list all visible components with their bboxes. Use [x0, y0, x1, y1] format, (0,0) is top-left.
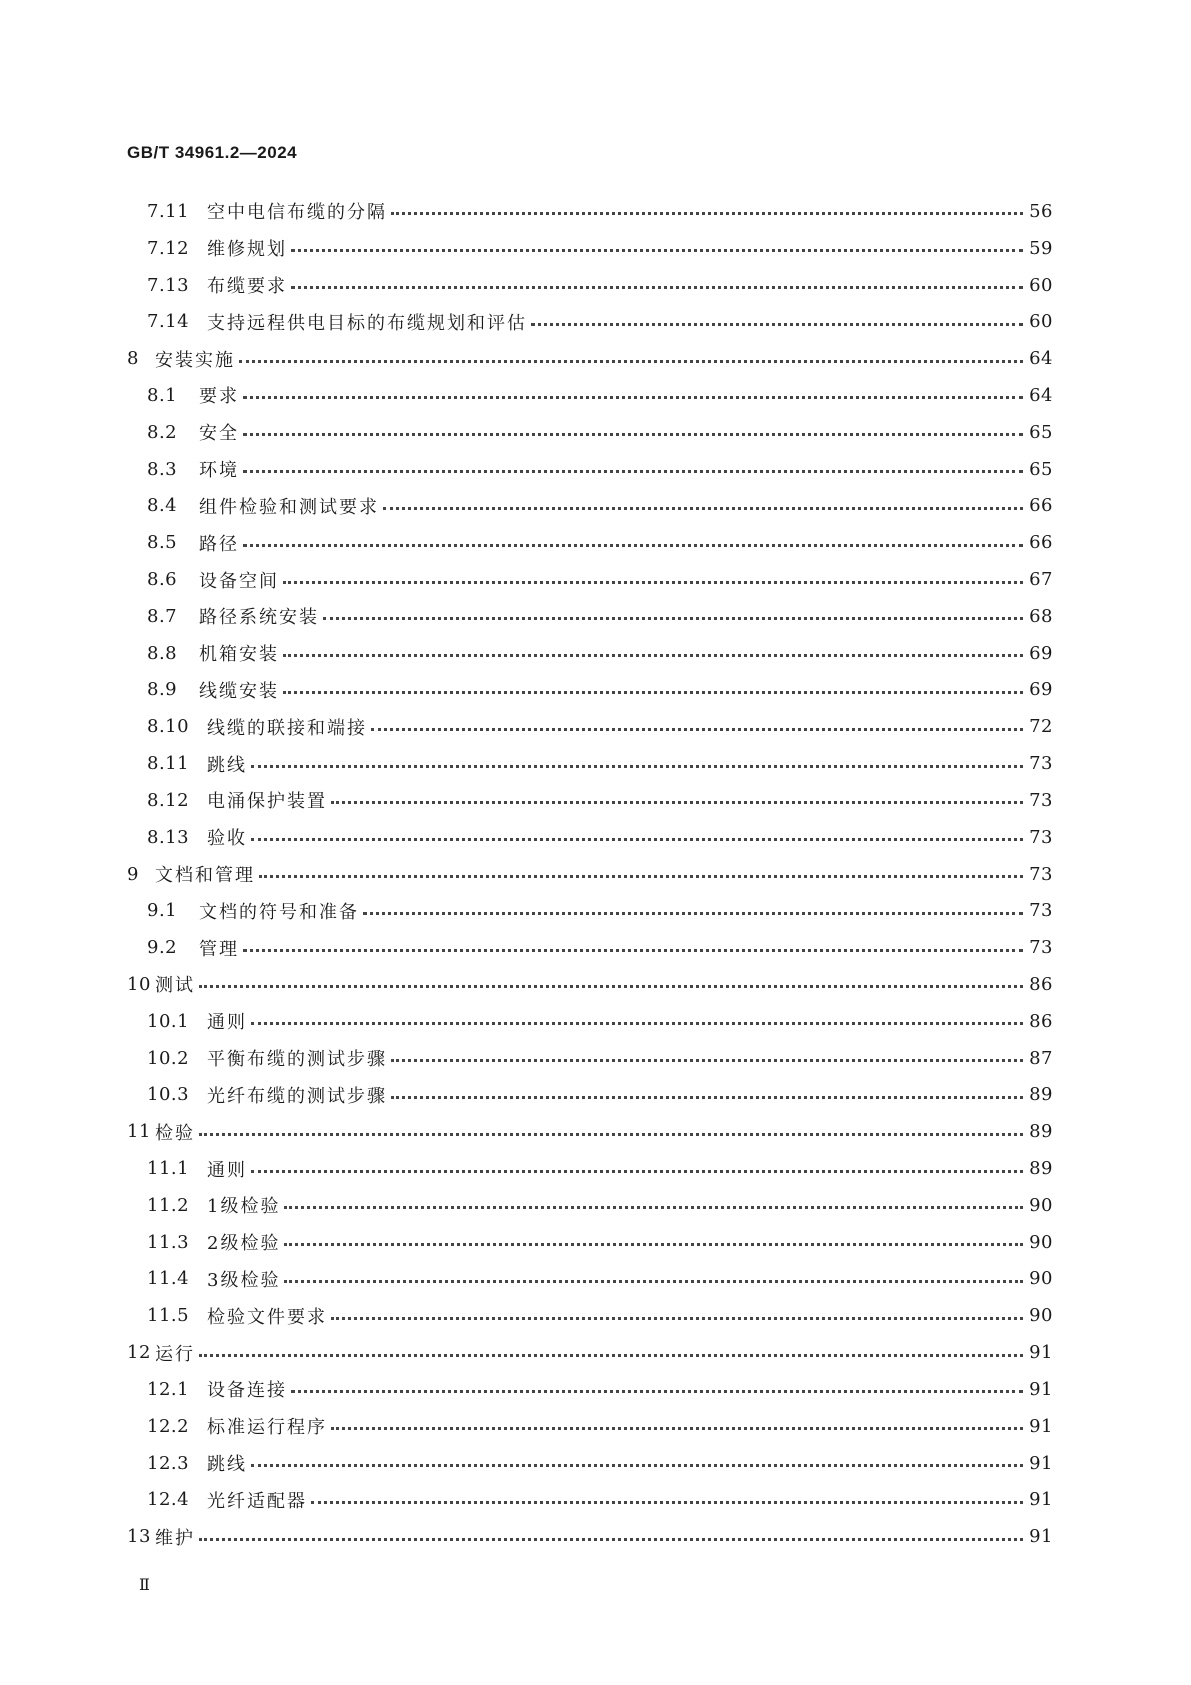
toc-entry-number: 8.5	[147, 532, 178, 554]
toc-entry-number: 8.13	[147, 826, 190, 848]
toc-entry[interactable]	[127, 1224, 1053, 1261]
toc-entry-number: 8.11	[147, 753, 190, 775]
toc-dot-leader	[284, 1242, 1023, 1246]
toc-entry-page: 73	[1029, 863, 1053, 885]
toc-entry-title: 文档和管理	[155, 865, 255, 887]
toc-entry-title: 验收	[207, 828, 247, 850]
toc-entry[interactable]	[127, 819, 1053, 856]
toc-entry-number: 10.2	[147, 1047, 190, 1069]
toc-dot-leader	[283, 580, 1023, 584]
toc-entry-number: 7.12	[147, 237, 190, 259]
toc-dot-leader	[251, 764, 1023, 768]
toc-entry-title: 光纤适配器	[207, 1490, 307, 1512]
toc-entry-title: 跳线	[207, 754, 247, 776]
toc-entry-title: 2级检验	[207, 1233, 281, 1255]
toc-entry[interactable]	[127, 856, 1053, 893]
toc-entry[interactable]	[127, 1040, 1053, 1077]
toc-entry-number: 11.1	[147, 1158, 190, 1180]
toc-dot-leader	[251, 1021, 1023, 1025]
toc-entry-title: 光纤布缆的测试步骤	[207, 1085, 387, 1107]
toc-entry-title: 线缆的联接和端接	[207, 717, 367, 739]
toc-entry-page: 60	[1029, 274, 1053, 296]
toc-dot-leader	[251, 1169, 1023, 1173]
toc-entry-title: 路径系统安装	[199, 607, 319, 629]
toc-entry-number: 12.4	[147, 1489, 190, 1511]
toc-entry-page: 68	[1029, 605, 1053, 627]
toc-entry-number: 10.3	[147, 1084, 190, 1106]
toc-dot-leader	[284, 1279, 1023, 1283]
toc-entry-number: 11.3	[147, 1231, 190, 1253]
toc-dot-leader	[291, 285, 1023, 289]
toc-entry-page: 60	[1029, 311, 1053, 333]
toc-dot-leader	[243, 395, 1023, 399]
toc-entry-title: 机箱安装	[199, 644, 279, 666]
toc-entry-title: 安装实施	[155, 349, 235, 371]
toc-dot-leader	[323, 616, 1023, 620]
toc-entry-title: 支持远程供电目标的布缆规划和评估	[207, 312, 527, 334]
toc-dot-leader	[391, 211, 1023, 215]
toc-entry-number: 13	[127, 1526, 151, 1548]
toc-entry[interactable]	[127, 230, 1053, 267]
toc-entry-title: 电涌保护装置	[207, 791, 327, 813]
toc-entry-page: 73	[1029, 753, 1053, 775]
toc-dot-leader	[239, 359, 1023, 363]
toc-entry-title: 检验文件要求	[207, 1306, 327, 1328]
toc-entry-page: 91	[1029, 1526, 1053, 1548]
toc-entry-number: 7.14	[147, 311, 190, 333]
toc-dot-leader	[243, 432, 1023, 436]
toc-entry-number: 8.9	[147, 679, 178, 701]
toc-entry-page: 64	[1029, 348, 1053, 370]
toc-entry-page: 73	[1029, 826, 1053, 848]
toc-entry-page: 86	[1029, 973, 1053, 995]
toc-entry[interactable]	[127, 1481, 1053, 1518]
toc-dot-leader	[251, 837, 1023, 841]
toc-entry-title: 平衡布缆的测试步骤	[207, 1049, 387, 1071]
toc-entry-page: 89	[1029, 1158, 1053, 1180]
toc-entry-number: 7.11	[147, 200, 190, 222]
toc-entry-page: 90	[1029, 1305, 1053, 1327]
toc-entry-title: 线缆安装	[199, 680, 279, 702]
toc-entry[interactable]	[127, 303, 1053, 340]
toc-dot-leader	[243, 543, 1023, 547]
toc-entry-number: 8.3	[147, 458, 178, 480]
toc-entry[interactable]	[127, 1518, 1053, 1555]
toc-entry-page: 56	[1029, 200, 1053, 222]
toc-entry-number: 8.7	[147, 605, 178, 627]
toc-dot-leader	[283, 653, 1023, 657]
toc-entry-page: 89	[1029, 1084, 1053, 1106]
toc-dot-leader	[199, 984, 1023, 988]
toc-dot-leader	[199, 1353, 1023, 1357]
toc-entry-title: 通则	[207, 1159, 247, 1181]
toc-dot-leader	[243, 948, 1023, 952]
toc-entry-page: 87	[1029, 1047, 1053, 1069]
toc-entry[interactable]	[127, 598, 1053, 635]
toc-dot-leader	[371, 727, 1023, 731]
toc-entry[interactable]	[127, 340, 1053, 377]
toc-entry-page: 91	[1029, 1342, 1053, 1364]
toc-dot-leader	[291, 248, 1023, 252]
toc-entry[interactable]	[127, 1371, 1053, 1408]
toc-entry[interactable]	[127, 672, 1053, 709]
toc-entry-number: 8.4	[147, 495, 178, 517]
toc-entry[interactable]	[127, 1445, 1053, 1482]
toc-dot-leader	[391, 1095, 1023, 1099]
toc-entry-page: 59	[1029, 237, 1053, 259]
toc-entry-number: 12.1	[147, 1378, 190, 1400]
toc-entry-title: 管理	[199, 938, 239, 960]
toc-entry-page: 72	[1029, 716, 1053, 738]
toc-entry-page: 67	[1029, 569, 1053, 591]
toc-entry-number: 12.3	[147, 1452, 190, 1474]
toc-entry[interactable]	[127, 267, 1053, 304]
toc-entry-title: 空中电信布缆的分隔	[207, 202, 387, 224]
toc-entry-title: 3级检验	[207, 1269, 281, 1291]
toc-entry-number: 12.2	[147, 1415, 190, 1437]
toc-dot-leader	[531, 322, 1023, 326]
toc-entry[interactable]	[127, 1077, 1053, 1114]
toc-entry[interactable]	[127, 1187, 1053, 1224]
toc-dot-leader	[291, 1389, 1023, 1393]
toc-entry-page: 90	[1029, 1194, 1053, 1216]
toc-entry[interactable]	[127, 635, 1053, 672]
toc-dot-leader	[311, 1500, 1023, 1504]
toc-entry-number: 12	[127, 1342, 151, 1364]
toc-entry-title: 维修规划	[207, 239, 287, 261]
toc-entry-number: 11.5	[147, 1305, 190, 1327]
toc-entry-title: 运行	[155, 1343, 195, 1365]
toc-entry-number: 11.2	[147, 1194, 190, 1216]
toc-entry-page: 65	[1029, 421, 1053, 443]
toc-entry-title: 路径	[199, 533, 239, 555]
toc-entry-page: 91	[1029, 1378, 1053, 1400]
toc-entry-title: 跳线	[207, 1454, 247, 1476]
toc-entry-number: 8.10	[147, 716, 190, 738]
toc-entry[interactable]	[127, 1261, 1053, 1298]
toc-entry-number: 11	[127, 1121, 151, 1143]
toc-entry[interactable]	[127, 451, 1053, 488]
toc-entry[interactable]	[127, 892, 1053, 929]
toc-entry-title: 文档的符号和准备	[199, 901, 359, 923]
toc-entry-page: 66	[1029, 495, 1053, 517]
toc-dot-leader	[251, 1463, 1023, 1467]
toc-entry[interactable]	[127, 524, 1053, 561]
toc-dot-leader	[243, 469, 1023, 473]
toc-entry-number: 8.8	[147, 642, 178, 664]
toc-dot-leader	[331, 800, 1023, 804]
toc-entry[interactable]	[127, 1150, 1053, 1187]
toc-entry[interactable]	[127, 966, 1053, 1003]
toc-entry-title: 通则	[207, 1012, 247, 1034]
toc-entry[interactable]	[127, 414, 1053, 451]
toc-dot-leader	[363, 911, 1023, 915]
toc-entry-title: 维护	[155, 1527, 195, 1549]
toc-entry[interactable]	[127, 745, 1053, 782]
toc-dot-leader	[199, 1132, 1023, 1136]
toc-entry-title: 标准运行程序	[207, 1417, 327, 1439]
toc-entry-title: 测试	[155, 975, 195, 997]
toc-entry-number: 9.1	[147, 900, 178, 922]
toc-entry[interactable]	[127, 1003, 1053, 1040]
toc-entry[interactable]	[127, 1408, 1053, 1445]
toc-entry-title: 要求	[199, 386, 239, 408]
toc-entry-page: 64	[1029, 384, 1053, 406]
toc-dot-leader	[259, 874, 1023, 878]
toc-entry-page: 91	[1029, 1452, 1053, 1474]
toc-entry-title: 组件检验和测试要求	[199, 496, 379, 518]
toc-entry[interactable]	[127, 1113, 1053, 1150]
standard-code-header: GB/T 34961.2—2024	[127, 143, 298, 162]
toc-entry[interactable]	[127, 1334, 1053, 1371]
toc-entry-number: 10	[127, 973, 151, 995]
toc-entry-page: 91	[1029, 1415, 1053, 1437]
toc-entry-page: 86	[1029, 1010, 1053, 1032]
toc-entry-number: 10.1	[147, 1010, 190, 1032]
toc-entry-title: 设备连接	[207, 1380, 287, 1402]
toc-entry-title: 检验	[155, 1122, 195, 1144]
toc-entry-title: 设备空间	[199, 570, 279, 592]
toc-entry-page: 89	[1029, 1121, 1053, 1143]
toc-dot-leader	[284, 1205, 1023, 1209]
toc-entry-page: 90	[1029, 1231, 1053, 1253]
toc-entry[interactable]	[127, 708, 1053, 745]
toc-entry-page: 73	[1029, 900, 1053, 922]
toc-entry-number: 8.1	[147, 384, 178, 406]
toc-entry-page: 73	[1029, 789, 1053, 811]
toc-entry-page: 90	[1029, 1268, 1053, 1290]
toc-dot-leader	[391, 1058, 1023, 1062]
toc-entry-number: 11.4	[147, 1268, 190, 1290]
toc-entry-number: 8.2	[147, 421, 178, 443]
toc-entry-number: 8	[127, 348, 139, 370]
toc-dot-leader	[383, 506, 1023, 510]
toc-entry[interactable]	[127, 193, 1053, 230]
toc-entry-number: 7.13	[147, 274, 190, 296]
toc-entry-title: 布缆要求	[207, 276, 287, 298]
toc-entry-title: 1级检验	[207, 1196, 281, 1218]
toc-entry[interactable]	[127, 377, 1053, 414]
toc-entry-page: 69	[1029, 642, 1053, 664]
toc-dot-leader	[331, 1426, 1023, 1430]
toc-dot-leader	[283, 690, 1023, 694]
toc-entry[interactable]	[127, 1297, 1053, 1334]
toc-entry-number: 8.6	[147, 569, 178, 591]
toc-entry[interactable]	[127, 488, 1053, 525]
toc-entry[interactable]	[127, 929, 1053, 966]
table-of-contents	[127, 193, 1053, 1555]
toc-entry-page: 73	[1029, 937, 1053, 959]
toc-entry-page: 69	[1029, 679, 1053, 701]
toc-entry-number: 9	[127, 863, 139, 885]
toc-entry[interactable]	[127, 561, 1053, 598]
toc-entry-title: 环境	[199, 460, 239, 482]
toc-entry-page: 65	[1029, 458, 1053, 480]
toc-entry-number: 8.12	[147, 789, 190, 811]
toc-dot-leader	[331, 1316, 1023, 1320]
toc-entry-title: 安全	[199, 423, 239, 445]
toc-dot-leader	[199, 1537, 1023, 1541]
toc-entry-page: 91	[1029, 1489, 1053, 1511]
page-number-footer: Ⅱ	[139, 1575, 150, 1594]
toc-entry-number: 9.2	[147, 937, 178, 959]
toc-entry-page: 66	[1029, 532, 1053, 554]
toc-entry[interactable]	[127, 782, 1053, 819]
